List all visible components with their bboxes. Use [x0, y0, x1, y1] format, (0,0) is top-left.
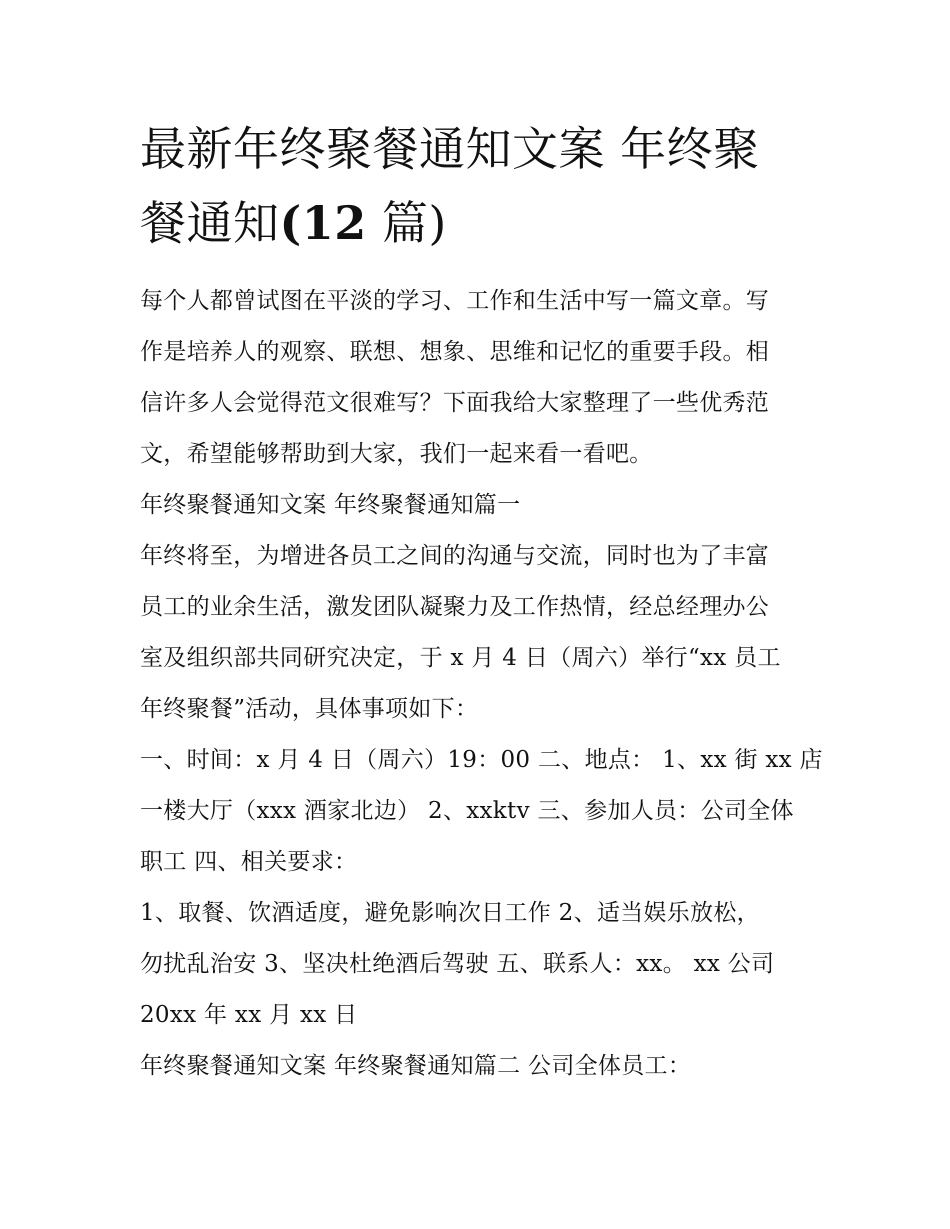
intro-line: 每个人都曾试图在平淡的学习、工作和生活中写一篇文章。写 — [140, 288, 770, 314]
intro-line: 文，希望能够帮助到大家，我们一起来看一看吧。 — [140, 441, 653, 467]
title-line-2-number: (12 — [279, 196, 367, 250]
details-line: 职工 四、相关要求： — [140, 849, 358, 875]
title-line-2-suffix: 篇) — [381, 196, 447, 250]
requirements-line: 20xx 年 xx 月 xx 日 — [140, 1002, 358, 1028]
section-1-paragraph-line: 员工的业余生活，激发团队凝聚力及工作热情，经总经理办公 — [140, 594, 770, 620]
section-1-paragraph-line: 年终聚餐”活动，具体事项如下： — [140, 696, 479, 722]
details-line: 一楼大厅（xxx 酒家北边） 2、xxktv 三、参加人员：公司全体 — [140, 798, 794, 824]
document-title — [140, 112, 820, 260]
section-1-paragraph-line: 年终将至，为增进各员工之间的沟通与交流，同时也为了丰富 — [140, 543, 770, 569]
title-line-2-prefix: 餐通知 — [140, 196, 280, 250]
requirements-line: 1、取餐、饮酒适度，避免影响次日工作 2、适当娱乐放松， — [140, 900, 760, 926]
details-line: 一、时间：x 月 4 日（周六）19：00 二、地点： 1、xx 街 xx 店 — [140, 747, 823, 773]
section-heading-2: 年终聚餐通知文案 年终聚餐通知篇二 公司全体员工： — [140, 1053, 692, 1079]
title-line-1: 最新年终聚餐通知文案 年终聚 — [140, 122, 760, 176]
requirements-line: 勿扰乱治安 3、坚决杜绝酒后驾驶 五、联系人：xx。 xx 公司 — [140, 951, 775, 977]
intro-line: 信许多人会觉得范文很难写？下面我给大家整理了一些优秀范 — [140, 390, 770, 416]
section-1-paragraph-line: 室及组织部共同研究决定，于 x 月 4 日（周六）举行“xx 员工 — [140, 645, 781, 671]
section-heading-1: 年终聚餐通知文案 年终聚餐通知篇一 — [140, 492, 521, 518]
intro-line: 作是培养人的观察、联想、想象、思维和记忆的重要手段。相 — [140, 339, 770, 365]
